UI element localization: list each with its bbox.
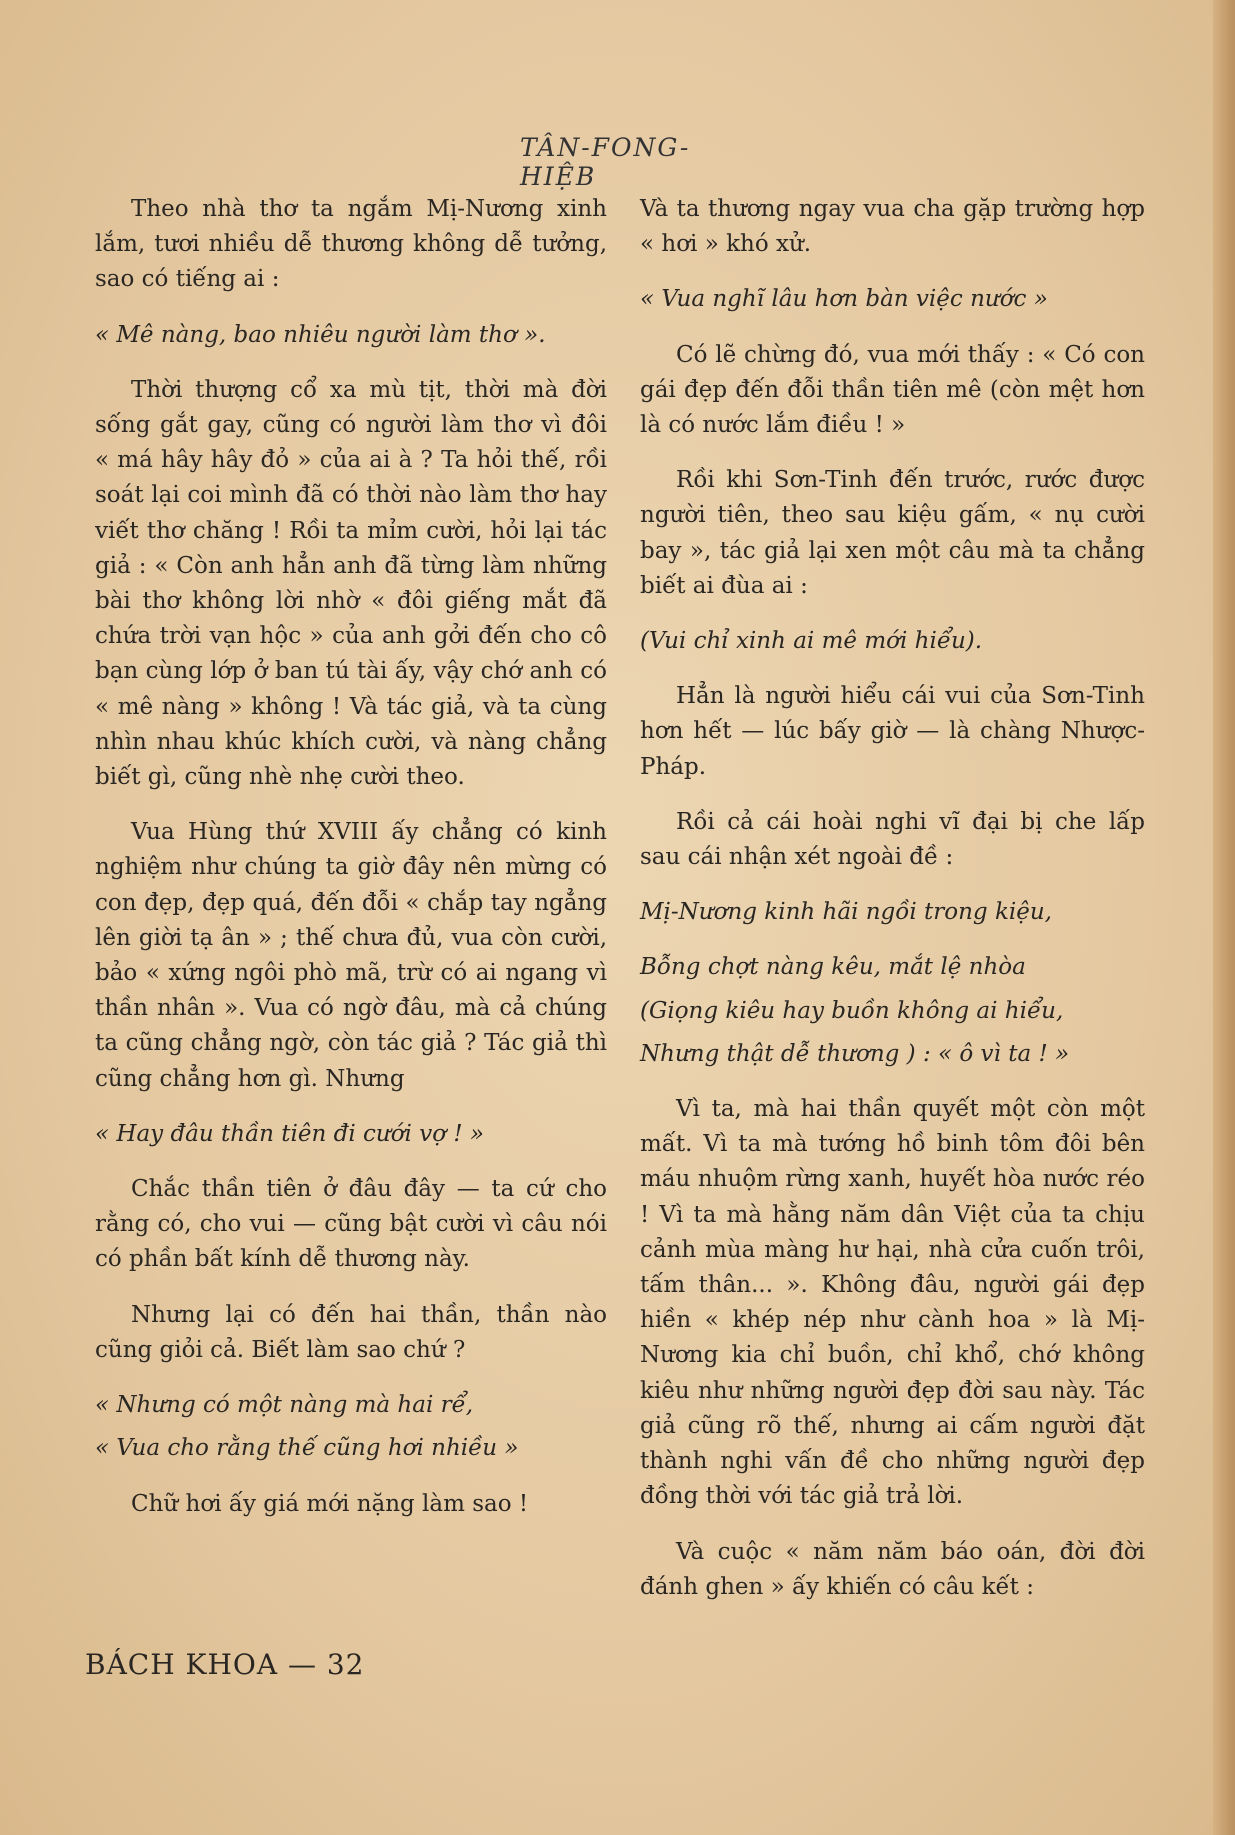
- paragraph: Nhưng lại có đến hai thần, thần nào cũng giỏi cả. Biết làm sao chứ ?: [95, 1301, 607, 1363]
- paragraph: Chữ hơi ấy giá mới nặng làm sao !: [131, 1490, 529, 1517]
- paragraph: Theo nhà thơ ta ngắm Mị-Nương xinh lắm, tươi nhiều dễ thương không dễ tưởng, sao có tiếng ai :: [95, 196, 607, 293]
- left-column: [95, 192, 607, 1542]
- quote-line: « Mê nàng, bao nhiêu người làm thơ ».: [95, 321, 546, 348]
- paragraph: Vì ta, mà hai thần quyết một còn một mất. Vì ta mà tướng hồ binh tôm đôi bên máu nhuộm rừng xanh, huyết hòa nước réo ! Vì ta mà hằng năm dân Việt của ta chịu cảnh mùa màng hư hại, nhà cửa cuốn trôi, tấm thân... ». Không đâu, người gái đẹp hiền « khép nép như cành hoa » là Mị-Nương kia chỉ buồn, chỉ khổ, chớ không kiêu như những người đẹp đời sau này. Tác giả cũng rõ thế, nhưng ai cấm người đặt thành nghi vấn đề cho những người đẹp đồng thời với tác giả trả lời.: [640, 1096, 1145, 1510]
- verse-line: (Giọng kiêu hay buồn không ai hiểu,: [640, 997, 1064, 1024]
- paragraph: Và ta thương ngay vua cha gặp trường hợp « hơi » khó xử.: [640, 196, 1145, 258]
- quote-line: « Hay đâu thần tiên đi cưới vợ ! »: [95, 1120, 485, 1147]
- quote-line: « Vua cho rằng thế cũng hơi nhiều »: [95, 1435, 519, 1462]
- paragraph: Hẳn là người hiểu cái vui của Sơn-Tinh hơn hết — lúc bấy giờ — là chàng Nhược-Pháp.: [640, 683, 1145, 780]
- paragraph: Có lẽ chừng đó, vua mới thấy : « Có con gái đẹp đến đỗi thần tiên mê (còn mệt hơn là có nước lắm điều ! »: [640, 341, 1145, 439]
- paragraph: Thời thượng cổ xa mù tịt, thời mà đời sống gắt gay, cũng có người làm thơ vì đôi « má hây hây đỏ » của ai à ? Ta hỏi thế, rồi soát lại coi mình đã có thời nào làm thơ hay viết thơ chăng ! Rồi ta mỉm cười, hỏi lại tác giả : « Còn anh hẳn anh đã từng làm những bài thơ không lời nhờ « đôi giếng mắt đã chứa trời vạn hộc » của anh gởi đến cho cô bạn cùng lớp ở ban tú tài ấy, vậy chớ anh có « mê nàng » không ! Và tác giả, và ta cùng nhìn nhau khúc khích cười, và nàng chẳng biết gì, cũng nhè nhẹ cười theo.: [95, 376, 607, 791]
- quote-line: « Nhưng có một nàng mà hai rể,: [95, 1392, 474, 1419]
- verse-line: Nhưng thật dễ thương ) : « ô vì ta ! »: [640, 1040, 1070, 1067]
- right-column: [640, 192, 1145, 1625]
- quote-line: (Vui chỉ xinh ai mê mới hiểu).: [640, 628, 983, 655]
- quote-line: « Vua nghĩ lâu hơn bàn việc nước »: [640, 286, 1048, 313]
- verse-line: Bỗng chợt nàng kêu, mắt lệ nhòa: [640, 954, 1026, 981]
- page-edge: [1213, 0, 1235, 1835]
- paragraph: Chắc thần tiên ở đâu đây — ta cứ cho rằng có, cho vui — cũng bật cười vì câu nói có phần bất kính dễ thương này.: [95, 1176, 607, 1273]
- verse-line: Mị-Nương kinh hãi ngồi trong kiệu,: [640, 899, 1052, 926]
- page-footer: BÁCH KHOA — 32: [85, 1648, 365, 1681]
- paragraph: Và cuộc « năm năm báo oán, đời đời đánh ghen » ấy khiến có câu kết :: [640, 1538, 1145, 1600]
- paragraph: Vua Hùng thứ XVIII ấy chẳng có kinh nghiệm như chúng ta giờ đây nên mừng có con đẹp, đẹp quá, đến đỗi « chắp tay ngẳng lên giời tạ ân » ; thế chưa đủ, vua còn cười, bảo « xứng ngôi phò mã, trừ có ai ngang vì thần nhân ». Vua có ngờ đâu, mà cả chúng ta cũng chẳng ngờ, còn tác giả ? Tác giả thì cũng chẳng hơn gì. Nhưng: [95, 819, 607, 1092]
- paragraph: Rồi cả cái hoài nghi vĩ đại bị che lấp sau cái nhận xét ngoài đề :: [640, 808, 1145, 871]
- paragraph: Rồi khi Sơn-Tinh đến trước, rước được người tiên, theo sau kiệu gấm, « nụ cười bay », tác giả lại xen một câu mà ta chẳng biết ai đùa ai :: [640, 467, 1145, 599]
- running-title: TÂN-FONG-HIỆB: [520, 133, 691, 191]
